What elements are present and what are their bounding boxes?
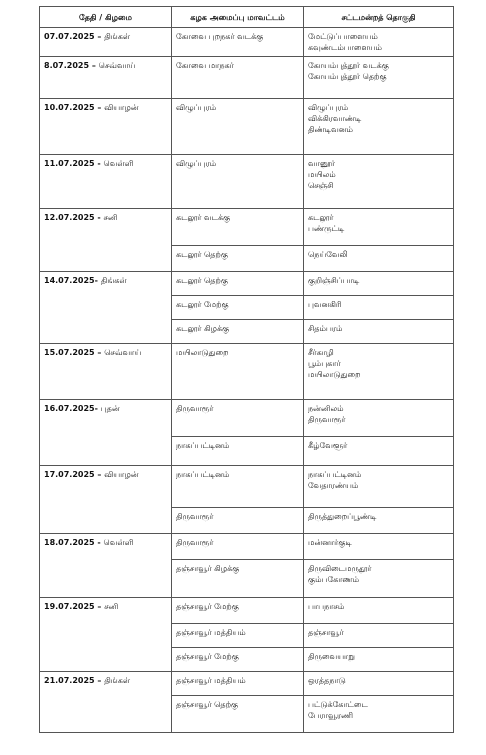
constituency-name: பண்ருட்டி — [308, 224, 345, 233]
date-text: 14.07.2025 — [44, 276, 95, 285]
date-separator: - — [94, 159, 104, 168]
date-day-cell — [40, 672, 172, 733]
district-cell: தஞ்சாவூர் மேற்கு — [172, 598, 304, 624]
constituency-cell — [304, 696, 454, 733]
header-district: கழக அமைப்பு மாவட்டம் — [172, 7, 304, 28]
header-date-day: தேதி / கிழமை — [40, 7, 172, 28]
date-text: 16.07.2025 — [44, 404, 95, 413]
header-constituency: சட்டமன்றத் தொகுதி — [304, 7, 454, 28]
constituency-name: விக்கிரவாண்டி — [308, 114, 362, 123]
schedule-row — [40, 534, 454, 560]
district-cell: கடலூர் வடக்கு — [172, 209, 304, 246]
constituency-name: கீழ்வேளூர் — [308, 441, 348, 450]
schedule-row — [40, 672, 454, 696]
constituency-name: ஒரத்தநாடு — [308, 676, 346, 685]
date-text: 15.07.2025 — [44, 348, 95, 357]
weekday-text: வெள்ளி — [103, 538, 134, 547]
date-day-cell — [40, 99, 172, 155]
weekday-text: சனி — [103, 213, 118, 222]
district-cell: கடலூர் கிழக்கு — [172, 320, 304, 344]
constituency-cell — [304, 466, 454, 508]
schedule-row — [40, 57, 454, 99]
weekday-text: திங்கள் — [100, 276, 127, 285]
constituency-cell — [304, 672, 454, 696]
weekday-text: செவ்வாய் — [104, 348, 142, 357]
constituency-cell — [304, 534, 454, 560]
constituency-cell — [304, 508, 454, 534]
date-text: 8.07.2025 — [44, 61, 90, 70]
district-cell: கடலூர் தெற்கு — [172, 246, 304, 272]
constituency-name: திண்டிவனம் — [308, 125, 353, 134]
date-text: 21.07.2025 — [44, 676, 95, 685]
constituency-name: விழுப்புரம் — [308, 103, 349, 112]
district-cell: தஞ்சாவூர் மத்தியம் — [172, 624, 304, 648]
weekday-text: புதன் — [100, 404, 120, 413]
date-text: 17.07.2025 — [44, 470, 95, 479]
constituency-cell — [304, 296, 454, 320]
district-cell: கோவை மாநகர் — [172, 57, 304, 99]
constituency-cell — [304, 28, 454, 57]
district-cell: கடலூர் தெற்கு — [172, 272, 304, 296]
constituency-name: நாகப்பட்டினம் — [308, 470, 362, 479]
constituency-name: கோயம்புத்தூர் வடக்கு — [308, 61, 389, 70]
district-cell: திருவாரூர் — [172, 534, 304, 560]
date-day-cell — [40, 466, 172, 534]
schedule-row — [40, 344, 454, 400]
constituency-name: பட்டுக்கோட்டை — [308, 700, 368, 709]
date-separator: – — [94, 103, 105, 112]
date-text: 19.07.2025 — [44, 602, 95, 611]
constituency-name: பாபநாசம் — [308, 602, 345, 611]
district-cell: விழுப்புரம் — [172, 155, 304, 209]
date-text: 07.07.2025 — [44, 32, 95, 41]
constituency-name: திருவாரூர் — [308, 415, 346, 424]
constituency-cell — [304, 99, 454, 155]
constituency-name: செஞ்சி — [308, 181, 334, 190]
date-day-cell — [40, 400, 172, 466]
date-separator: - — [94, 404, 101, 413]
constituency-name: கும்பகோணம் — [308, 575, 360, 584]
date-day-cell — [40, 534, 172, 598]
constituency-cell — [304, 272, 454, 296]
date-separator: – — [94, 676, 105, 685]
date-day-cell — [40, 209, 172, 272]
constituency-cell — [304, 57, 454, 99]
constituency-name: கோயம்புத்தூர் தெற்கு — [308, 72, 387, 81]
constituency-name: திருவையாறு — [308, 652, 355, 661]
constituency-name: மயிலாடுதுறை — [308, 370, 361, 379]
date-separator: – — [89, 61, 99, 70]
weekday-text: திங்கள் — [104, 32, 131, 41]
district-cell: மயிலாடுதுறை — [172, 344, 304, 400]
schedule-table — [39, 6, 454, 733]
date-separator: - — [94, 538, 104, 547]
schedule-row — [40, 466, 454, 508]
district-cell: தஞ்சாவூர் கிழக்கு — [172, 560, 304, 598]
constituency-name: கவுண்டம்பாளையம் — [308, 43, 382, 52]
constituency-cell — [304, 155, 454, 209]
date-day-cell — [40, 598, 172, 672]
date-separator: – — [94, 348, 105, 357]
date-day-cell — [40, 272, 172, 344]
date-separator: - — [94, 213, 104, 222]
date-text: 10.07.2025 — [44, 103, 95, 112]
constituency-name: நெய்வேலி — [308, 250, 348, 259]
date-day-cell — [40, 344, 172, 400]
district-cell: திருவாரூர் — [172, 508, 304, 534]
district-cell: தஞ்சாவூர் மேற்கு — [172, 648, 304, 672]
constituency-name: மேட்டுப்பாளையம் — [308, 32, 378, 41]
date-separator: – — [94, 32, 105, 41]
constituency-name: மன்னார்குடி — [308, 538, 352, 547]
weekday-text: செவ்வாய் — [98, 61, 136, 70]
date-separator: - — [94, 276, 101, 285]
constituency-name: புவனகிரி — [308, 300, 342, 309]
date-text: 12.07.2025 — [44, 213, 95, 222]
constituency-cell — [304, 648, 454, 672]
district-cell: கோவை புறநகர் வடக்கு — [172, 28, 304, 57]
constituency-name: குறிஞ்சிப்பாடி — [308, 276, 360, 285]
date-text: 11.07.2025 — [44, 159, 95, 168]
weekday-text: சனி — [104, 602, 119, 611]
constituency-cell — [304, 246, 454, 272]
constituency-cell — [304, 437, 454, 466]
constituency-name: பேராவூரணி — [308, 711, 353, 720]
schedule-row — [40, 400, 454, 437]
constituency-name: கடலூர் — [308, 213, 334, 222]
constituency-name: சீர்காழி — [308, 348, 334, 357]
constituency-name: நன்னிலம் — [308, 404, 344, 413]
constituency-name: தஞ்சாவூர் — [308, 628, 344, 637]
date-text: 18.07.2025 — [44, 538, 95, 547]
constituency-name: மயிலம் — [308, 170, 336, 179]
constituency-cell — [304, 209, 454, 246]
district-cell: தஞ்சாவூர் மத்தியம் — [172, 672, 304, 696]
weekday-text: வியாழன் — [104, 470, 139, 479]
district-cell: நாகப்பட்டினம் — [172, 437, 304, 466]
schedule-row — [40, 155, 454, 209]
schedule-row — [40, 28, 454, 57]
date-separator: – — [94, 470, 105, 479]
constituency-name: வானூர் — [308, 159, 336, 168]
constituency-name: பூம்புகார் — [308, 359, 341, 368]
constituency-cell — [304, 400, 454, 437]
district-cell: நாகப்பட்டினம் — [172, 466, 304, 508]
weekday-text: வியாழன் — [104, 103, 139, 112]
date-day-cell — [40, 155, 172, 209]
constituency-name: வேதாரண்யம் — [308, 481, 359, 490]
constituency-cell — [304, 560, 454, 598]
schedule-row — [40, 99, 454, 155]
district-cell: கடலூர் மேற்கு — [172, 296, 304, 320]
date-day-cell — [40, 57, 172, 99]
weekday-text: வெள்ளி — [103, 159, 134, 168]
schedule-row — [40, 598, 454, 624]
constituency-name: சிதம்பரம் — [308, 324, 343, 333]
date-separator: – — [94, 602, 105, 611]
schedule-row — [40, 209, 454, 246]
district-cell: திருவாரூர் — [172, 400, 304, 437]
date-day-cell — [40, 28, 172, 57]
header-row — [40, 7, 454, 28]
district-cell: விழுப்புரம் — [172, 99, 304, 155]
schedule-row — [40, 272, 454, 296]
weekday-text: திங்கள் — [104, 676, 131, 685]
district-cell: தஞ்சாவூர் தெற்கு — [172, 696, 304, 733]
constituency-name: திருத்துறைப்பூண்டி — [308, 512, 377, 521]
schedule-body — [40, 28, 454, 733]
constituency-name: திருவிடைமருதூர் — [308, 564, 372, 573]
constituency-cell — [304, 344, 454, 400]
constituency-cell — [304, 320, 454, 344]
constituency-cell — [304, 598, 454, 624]
constituency-cell — [304, 624, 454, 648]
